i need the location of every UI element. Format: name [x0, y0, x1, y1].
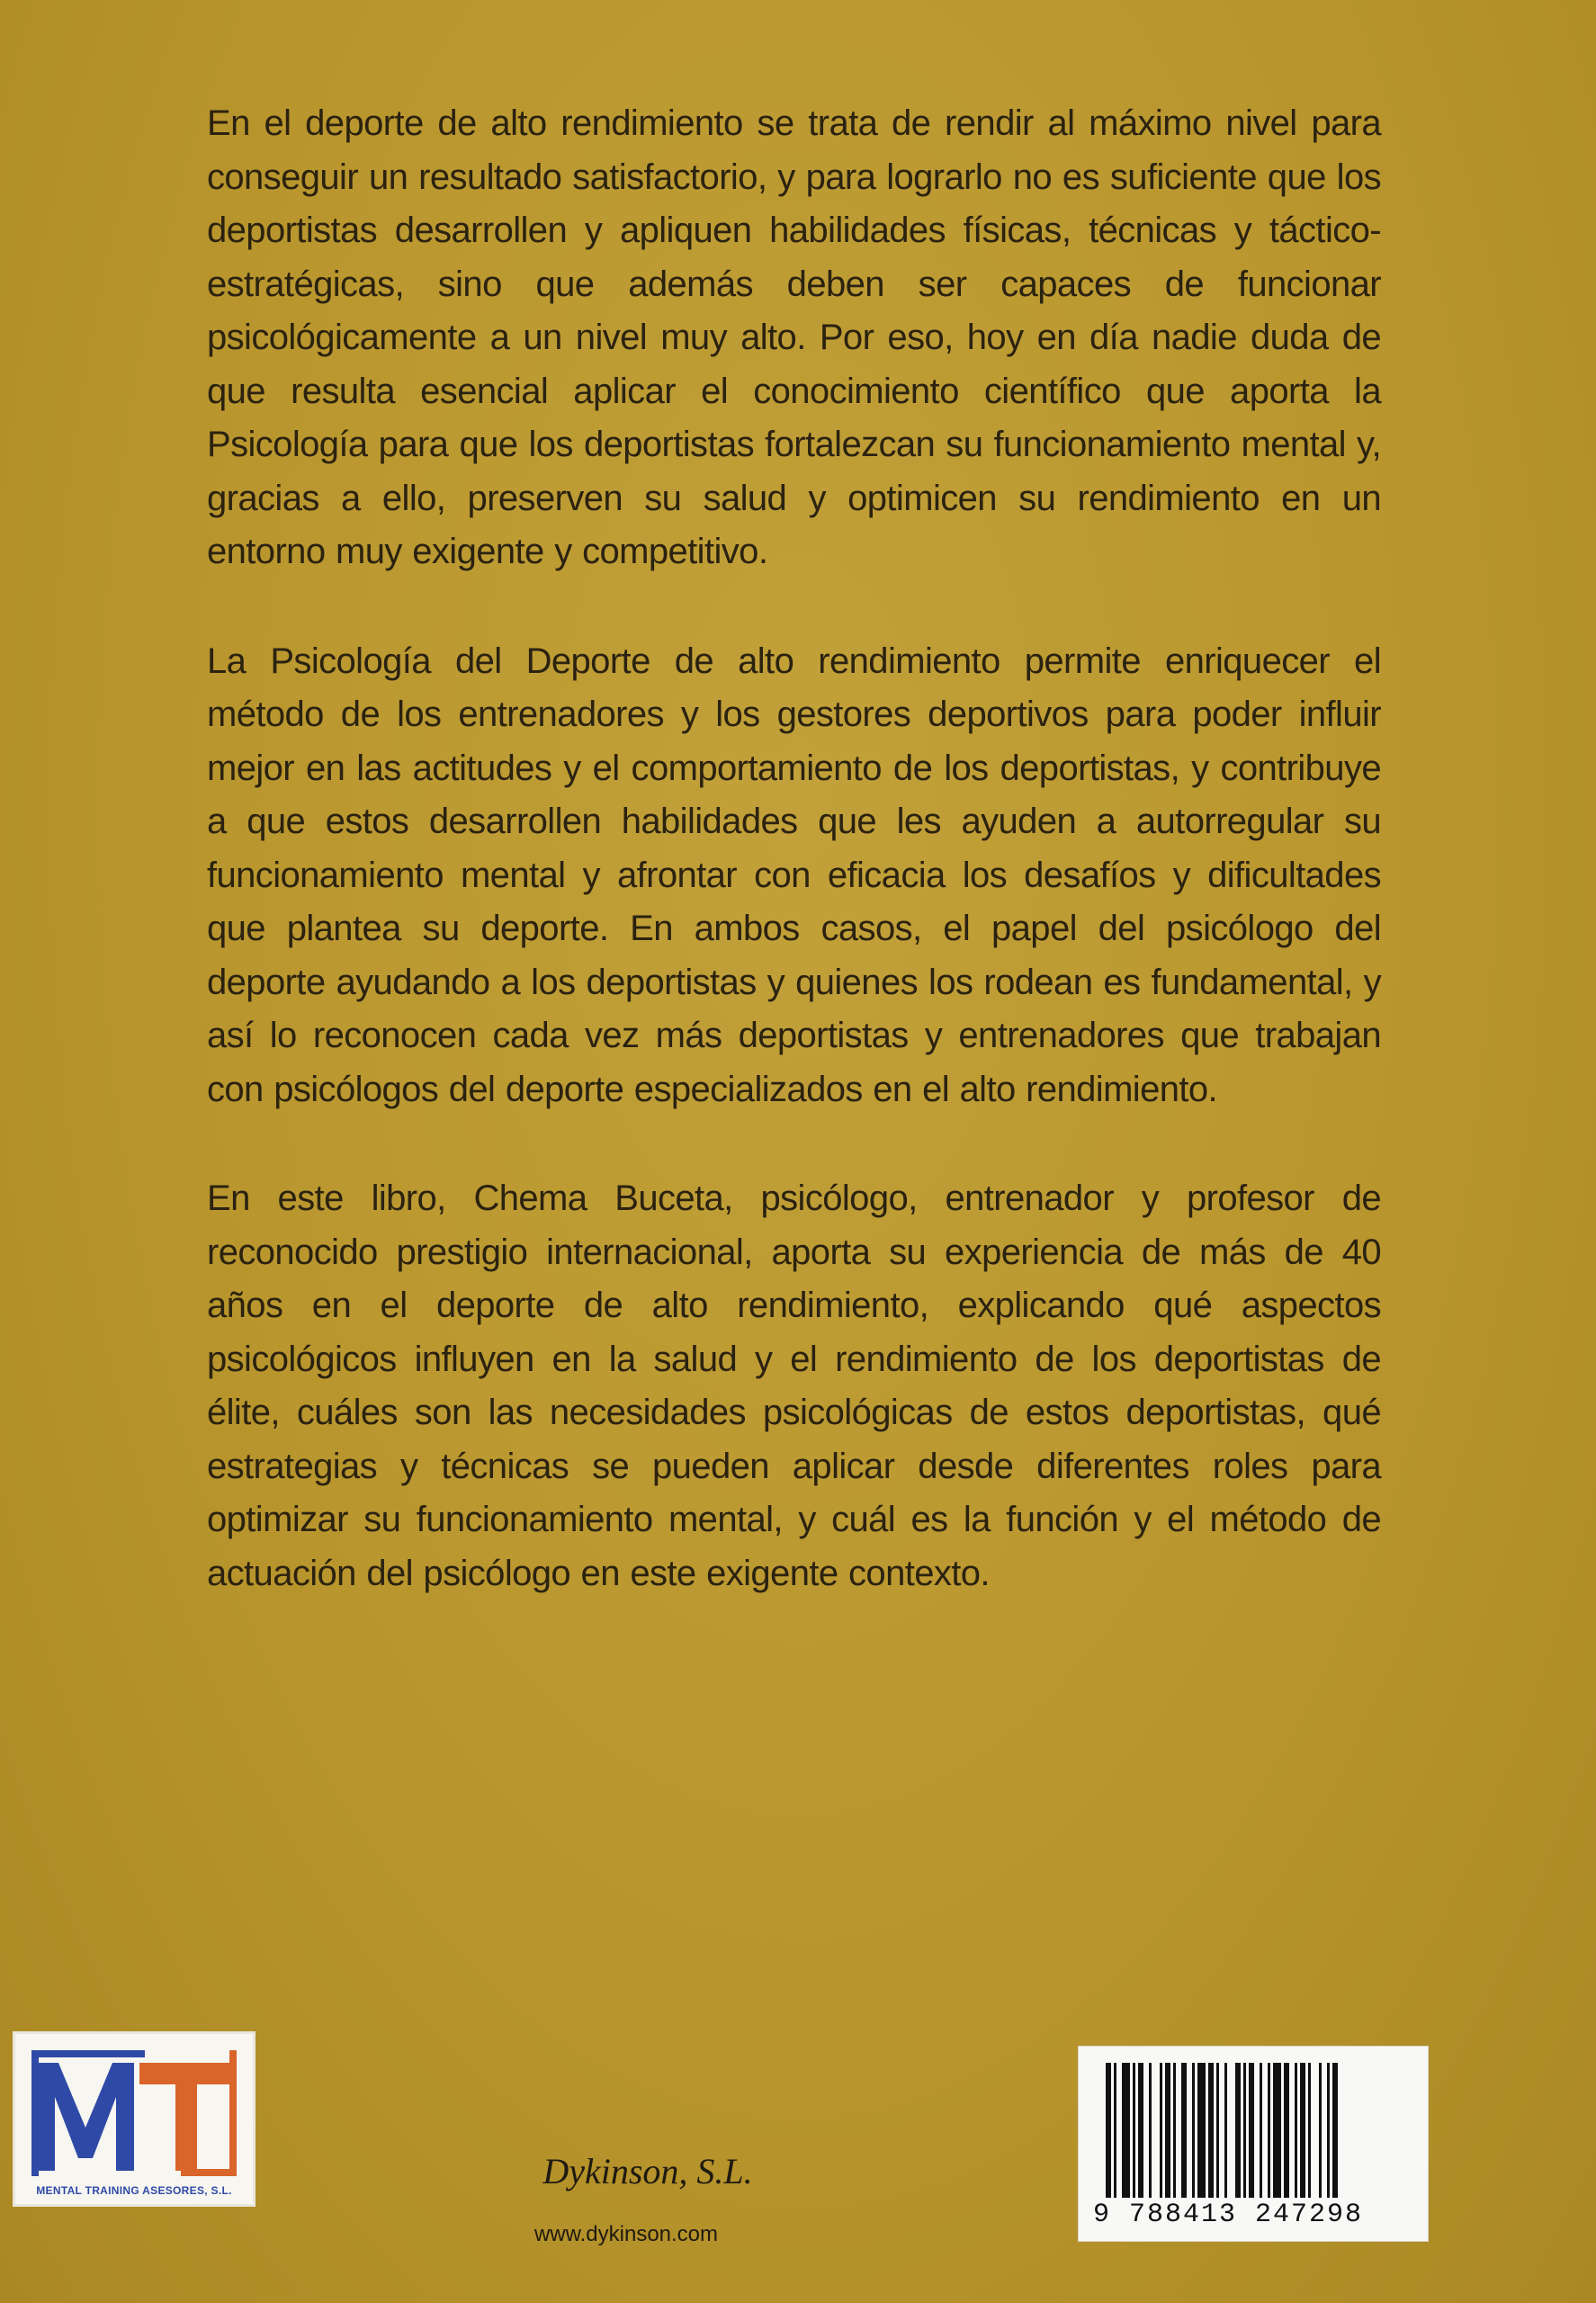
mental-training-logo	[13, 2031, 256, 2207]
paragraph-1: En el deporte de alto rendimiento se trata de rendir al máximo nivel para conseguir un resultado satisfactorio, y para lograrlo no es suficiente que los deportistas desarrollen y apliquen habilidades físicas, técnicas y táctico-estratégicas, sino que además deben ser capaces de funcionar psicológicamente a un nivel muy alto. Por eso, hoy en día nadie duda de que resulta esencial aplicar el conocimiento científico que aporta la Psicología para que los deportistas fortalezcan su funcionamiento mental y, gracias a ello, preserven su salud y optimicen su rendimiento en un entorno muy exigente y competitivo.	[207, 103, 1381, 571]
logo-caption: MENTAL TRAINING ASESORES, S.L.	[36, 2184, 232, 2197]
isbn-barcode	[1078, 2046, 1429, 2242]
paragraph-3: En este libro, Chema Buceta, psicólogo, entrenador y profesor de reconocido prestigio internacional, aporta su experiencia de más de 40 años en el deporte de alto rendimiento, explicando qué aspectos psicológicos influyen en la salud y el rendimiento de los deportistas de élite, cuáles son las necesidades psicológicas de estos deportistas, qué estrategias y técnicas se pueden aplicar desde diferentes roles para optimizar su funcionamiento mental, y cuál es la función y el método de actuación del psicólogo en este exigente contexto.	[207, 1178, 1381, 1593]
isbn-digits: 9 788413 247298	[1093, 2200, 1364, 2230]
back-cover-text	[207, 97, 1381, 1656]
publisher-website: www.dykinson.com	[533, 2222, 719, 2246]
barcode-bars	[1106, 2063, 1401, 2198]
publisher-name: Dykinson, S.L.	[542, 2151, 753, 2191]
paragraph-2: La Psicología del Deporte de alto rendimiento permite enriquecer el método de los entrenadores y los gestores deportivos para poder influir mejor en las actitudes y el comportamiento de los deportistas, y contribuye a que estos desarrollen habilidades que les ayuden a autorregular su funcionamiento mental y afrontar con eficacia los desafíos y dificultades que plantea su deporte. En ambos casos, el papel del psicólogo del deporte ayudando a los deportistas y quienes los rodean es fundamental, y así lo reconocen cada vez más deportistas y entrenadores que trabajan con psicólogos del deporte especializados en el alto rendimiento.	[207, 641, 1381, 1109]
mt-logo-icon	[28, 2045, 244, 2180]
